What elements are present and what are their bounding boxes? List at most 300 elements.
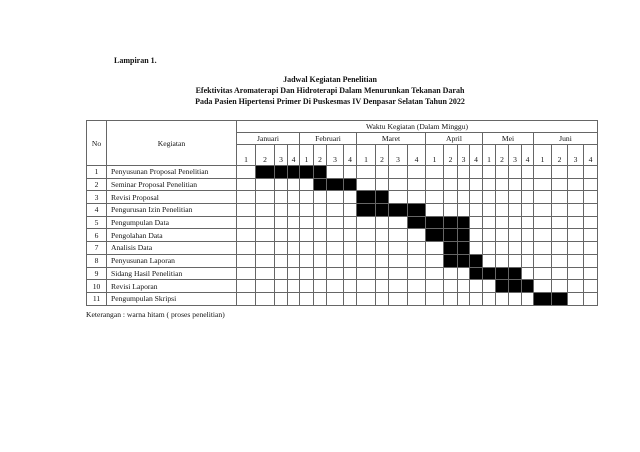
week-cell — [327, 280, 344, 293]
week-cell-active — [470, 267, 483, 280]
week-cell-active — [509, 280, 522, 293]
week-cell — [256, 204, 275, 217]
week-cell — [522, 191, 534, 204]
table-row — [87, 204, 598, 217]
activity-name: Pengurusan Izin Penelitian — [107, 204, 237, 217]
week-cell — [483, 216, 496, 229]
week-cell — [300, 280, 314, 293]
week-cell — [534, 229, 552, 242]
week-cell — [552, 166, 568, 179]
week-cell — [288, 178, 300, 191]
week-cell — [483, 292, 496, 305]
week-cell-active — [344, 178, 357, 191]
week-cell — [344, 166, 357, 179]
week-cell-active — [458, 254, 470, 267]
week-cell — [509, 191, 522, 204]
week-cell — [483, 229, 496, 242]
week-header: 1 — [357, 145, 376, 166]
week-cell — [568, 292, 584, 305]
activity-name: Revisi Laporan — [107, 280, 237, 293]
week-cell — [275, 229, 288, 242]
week-cell — [584, 280, 598, 293]
week-cell — [237, 242, 256, 255]
week-cell — [256, 280, 275, 293]
week-cell — [426, 166, 444, 179]
week-header: 2 — [444, 145, 458, 166]
week-header: 4 — [288, 145, 300, 166]
week-cell — [426, 292, 444, 305]
week-cell — [408, 254, 426, 267]
week-cell — [470, 242, 483, 255]
week-header: 1 — [300, 145, 314, 166]
week-cell — [568, 204, 584, 217]
week-cell — [275, 216, 288, 229]
table-row — [87, 280, 598, 293]
week-cell — [470, 280, 483, 293]
table-row — [87, 191, 598, 204]
week-header: 4 — [470, 145, 483, 166]
month-header: Mei — [483, 133, 534, 145]
week-cell — [552, 267, 568, 280]
week-cell — [300, 178, 314, 191]
week-cell — [344, 242, 357, 255]
week-cell — [344, 280, 357, 293]
week-cell-active — [314, 178, 327, 191]
week-cell — [327, 292, 344, 305]
activity-name: Penyusunan Proposal Penelitian — [107, 166, 237, 179]
week-cell — [376, 267, 389, 280]
week-cell-active — [389, 204, 408, 217]
week-cell — [534, 254, 552, 267]
week-cell — [389, 178, 408, 191]
week-cell — [408, 292, 426, 305]
week-cell — [327, 254, 344, 267]
week-cell — [496, 242, 509, 255]
week-cell — [275, 254, 288, 267]
week-cell — [568, 280, 584, 293]
week-cell — [327, 242, 344, 255]
week-cell — [522, 292, 534, 305]
week-cell — [357, 254, 376, 267]
week-cell — [314, 292, 327, 305]
week-cell — [568, 242, 584, 255]
week-header: 3 — [458, 145, 470, 166]
activity-name: Pengolahan Data — [107, 229, 237, 242]
week-cell — [357, 242, 376, 255]
week-cell — [408, 242, 426, 255]
week-cell — [534, 280, 552, 293]
legend-note: Keterangan : warna hitam ( proses penelitian) — [86, 310, 225, 319]
week-cell — [483, 280, 496, 293]
week-cell — [314, 191, 327, 204]
row-number: 7 — [87, 242, 107, 255]
week-cell — [509, 166, 522, 179]
week-cell-active — [496, 280, 509, 293]
week-cell — [584, 216, 598, 229]
week-cell — [534, 178, 552, 191]
week-cell — [300, 216, 314, 229]
week-cell — [376, 292, 389, 305]
week-header: 2 — [552, 145, 568, 166]
week-cell — [389, 216, 408, 229]
week-header: 4 — [344, 145, 357, 166]
week-cell — [444, 191, 458, 204]
week-cell — [568, 267, 584, 280]
week-cell — [444, 280, 458, 293]
week-cell — [256, 178, 275, 191]
week-cell-active — [444, 254, 458, 267]
week-cell — [522, 204, 534, 217]
week-cell — [552, 204, 568, 217]
week-cell — [237, 204, 256, 217]
activity-name: Analisis Data — [107, 242, 237, 255]
week-cell-active — [458, 216, 470, 229]
row-number: 3 — [87, 191, 107, 204]
row-number: 4 — [87, 204, 107, 217]
week-cell — [237, 292, 256, 305]
week-cell — [496, 292, 509, 305]
week-header: 1 — [426, 145, 444, 166]
week-cell — [314, 204, 327, 217]
week-cell — [568, 191, 584, 204]
row-number: 1 — [87, 166, 107, 179]
week-cell — [237, 229, 256, 242]
week-cell-active — [444, 216, 458, 229]
month-header: Januari — [237, 133, 300, 145]
week-cell — [568, 178, 584, 191]
week-cell-active — [327, 178, 344, 191]
week-cell — [357, 216, 376, 229]
week-cell — [275, 267, 288, 280]
week-cell — [483, 166, 496, 179]
week-cell-active — [288, 166, 300, 179]
week-cell — [376, 166, 389, 179]
row-number: 10 — [87, 280, 107, 293]
week-cell — [483, 254, 496, 267]
week-cell — [408, 229, 426, 242]
week-cell — [496, 229, 509, 242]
week-cell — [275, 191, 288, 204]
week-cell — [444, 166, 458, 179]
week-cell — [568, 254, 584, 267]
week-cell-active — [483, 267, 496, 280]
week-cell — [357, 292, 376, 305]
week-cell-active — [408, 216, 426, 229]
week-cell — [426, 242, 444, 255]
month-header: Februari — [300, 133, 357, 145]
week-cell — [314, 280, 327, 293]
week-cell — [483, 242, 496, 255]
week-cell — [389, 191, 408, 204]
activity-name: Pengumpulan Skripsi — [107, 292, 237, 305]
week-cell — [256, 242, 275, 255]
week-cell — [458, 280, 470, 293]
week-cell — [389, 280, 408, 293]
week-cell — [237, 267, 256, 280]
row-number: 8 — [87, 254, 107, 267]
week-cell — [288, 229, 300, 242]
week-cell — [327, 191, 344, 204]
week-cell — [444, 267, 458, 280]
week-cell — [300, 204, 314, 217]
week-cell — [522, 242, 534, 255]
week-cell-active — [314, 166, 327, 179]
week-cell-active — [534, 292, 552, 305]
week-cell — [483, 191, 496, 204]
week-cell — [408, 166, 426, 179]
week-cell — [376, 229, 389, 242]
table-row — [87, 229, 598, 242]
week-cell-active — [256, 166, 275, 179]
week-cell — [237, 178, 256, 191]
week-cell — [256, 267, 275, 280]
week-cell — [470, 166, 483, 179]
week-cell — [344, 267, 357, 280]
week-cell — [376, 216, 389, 229]
week-cell — [496, 191, 509, 204]
week-cell — [408, 178, 426, 191]
week-cell — [444, 204, 458, 217]
week-cell — [327, 267, 344, 280]
week-cell — [509, 292, 522, 305]
week-cell — [534, 216, 552, 229]
week-cell — [275, 178, 288, 191]
week-cell — [275, 292, 288, 305]
activity-name: Seminar Proposal Penelitian — [107, 178, 237, 191]
week-cell — [344, 292, 357, 305]
week-cell — [288, 242, 300, 255]
week-cell — [357, 267, 376, 280]
week-cell — [496, 178, 509, 191]
week-cell — [509, 254, 522, 267]
week-header: 4 — [522, 145, 534, 166]
table-row — [87, 292, 598, 305]
week-cell-active — [509, 267, 522, 280]
week-cell — [483, 204, 496, 217]
week-cell-active — [376, 204, 389, 217]
week-header: 1 — [534, 145, 552, 166]
week-header: 3 — [568, 145, 584, 166]
week-cell — [237, 191, 256, 204]
week-cell — [426, 204, 444, 217]
week-header: 1 — [237, 145, 256, 166]
week-cell — [376, 280, 389, 293]
week-cell — [314, 216, 327, 229]
week-cell — [496, 254, 509, 267]
week-cell — [327, 204, 344, 217]
week-cell-active — [458, 229, 470, 242]
week-cell — [300, 191, 314, 204]
header-waktu: Waktu Kegiatan (Dalam Minggu) — [237, 121, 598, 133]
week-cell — [357, 229, 376, 242]
week-cell — [426, 178, 444, 191]
week-header: 2 — [496, 145, 509, 166]
week-cell — [509, 178, 522, 191]
week-cell — [426, 191, 444, 204]
week-cell — [470, 191, 483, 204]
week-cell — [344, 191, 357, 204]
week-cell — [288, 292, 300, 305]
week-cell — [426, 267, 444, 280]
week-cell — [552, 280, 568, 293]
week-cell — [300, 242, 314, 255]
week-cell-active — [357, 191, 376, 204]
week-cell — [534, 166, 552, 179]
week-cell-active — [376, 191, 389, 204]
week-cell — [470, 216, 483, 229]
activity-name: Penyusunan Laporan — [107, 254, 237, 267]
week-cell — [496, 166, 509, 179]
week-cell — [458, 292, 470, 305]
week-cell-active — [522, 280, 534, 293]
week-header: 4 — [408, 145, 426, 166]
week-cell — [275, 242, 288, 255]
week-cell — [458, 204, 470, 217]
week-cell-active — [357, 204, 376, 217]
document-subtitle-line2: Pada Pasien Hipertensi Primer Di Puskesmas IV Denpasar Selatan Tahun 2022 — [195, 97, 465, 106]
week-cell — [584, 229, 598, 242]
week-cell — [357, 178, 376, 191]
document-title: Jadwal Kegiatan Penelitian — [283, 75, 377, 84]
week-cell — [509, 242, 522, 255]
week-header: 3 — [389, 145, 408, 166]
attachment-label: Lampiran 1. — [114, 56, 157, 65]
week-cell — [314, 254, 327, 267]
week-header: 3 — [327, 145, 344, 166]
week-cell — [408, 191, 426, 204]
week-cell-active — [426, 216, 444, 229]
week-cell — [522, 166, 534, 179]
week-cell — [584, 254, 598, 267]
week-cell — [300, 229, 314, 242]
week-cell — [552, 191, 568, 204]
table-row — [87, 216, 598, 229]
week-header: 3 — [509, 145, 522, 166]
week-cell — [522, 216, 534, 229]
week-cell — [552, 254, 568, 267]
week-header: 2 — [256, 145, 275, 166]
week-cell — [584, 292, 598, 305]
week-cell — [256, 292, 275, 305]
week-cell-active — [444, 229, 458, 242]
week-cell — [534, 242, 552, 255]
week-cell — [496, 216, 509, 229]
row-number: 9 — [87, 267, 107, 280]
week-cell-active — [496, 267, 509, 280]
week-cell — [509, 216, 522, 229]
document-subtitle-line1: Efektivitas Aromaterapi Dan Hidroterapi Dalam Menurunkan Tekanan Darah — [195, 86, 465, 95]
week-cell — [288, 216, 300, 229]
week-cell — [458, 191, 470, 204]
week-cell — [275, 204, 288, 217]
week-cell — [300, 292, 314, 305]
week-cell — [389, 242, 408, 255]
week-cell — [357, 166, 376, 179]
week-cell — [389, 166, 408, 179]
week-cell — [552, 229, 568, 242]
week-cell — [389, 254, 408, 267]
week-cell — [458, 166, 470, 179]
week-cell — [509, 229, 522, 242]
week-cell — [568, 229, 584, 242]
week-cell-active — [408, 204, 426, 217]
week-cell — [584, 267, 598, 280]
week-cell — [288, 280, 300, 293]
week-cell — [483, 178, 496, 191]
week-cell — [522, 178, 534, 191]
week-cell — [314, 242, 327, 255]
week-cell — [458, 178, 470, 191]
schedule-table — [86, 120, 598, 306]
week-header: 2 — [314, 145, 327, 166]
week-cell — [470, 292, 483, 305]
row-number: 5 — [87, 216, 107, 229]
row-number: 11 — [87, 292, 107, 305]
week-cell — [288, 191, 300, 204]
activity-name: Pengumpulan Data — [107, 216, 237, 229]
week-header: 4 — [584, 145, 598, 166]
week-cell — [584, 191, 598, 204]
week-cell — [237, 216, 256, 229]
week-cell — [237, 280, 256, 293]
week-cell — [408, 267, 426, 280]
week-header: 2 — [376, 145, 389, 166]
week-cell — [376, 242, 389, 255]
row-number: 6 — [87, 229, 107, 242]
week-cell — [344, 229, 357, 242]
week-cell — [408, 280, 426, 293]
week-cell — [568, 216, 584, 229]
week-cell — [534, 191, 552, 204]
week-cell — [389, 229, 408, 242]
month-header: Juni — [534, 133, 598, 145]
week-cell — [256, 229, 275, 242]
week-cell — [552, 216, 568, 229]
week-cell — [522, 254, 534, 267]
week-cell — [444, 292, 458, 305]
week-cell — [288, 267, 300, 280]
week-cell — [426, 254, 444, 267]
week-cell — [552, 178, 568, 191]
week-cell — [584, 178, 598, 191]
week-cell — [522, 229, 534, 242]
week-cell-active — [444, 242, 458, 255]
week-cell — [256, 191, 275, 204]
week-cell — [522, 267, 534, 280]
week-cell — [584, 166, 598, 179]
month-header: April — [426, 133, 483, 145]
week-cell — [357, 280, 376, 293]
activity-name: Sidang Hasil Penelitian — [107, 267, 237, 280]
week-cell — [584, 204, 598, 217]
week-cell-active — [300, 166, 314, 179]
week-cell — [237, 254, 256, 267]
table-row — [87, 166, 598, 179]
week-cell — [552, 242, 568, 255]
week-cell — [275, 280, 288, 293]
week-cell — [300, 267, 314, 280]
week-cell — [256, 254, 275, 267]
week-cell — [389, 267, 408, 280]
week-cell — [327, 229, 344, 242]
week-cell — [509, 204, 522, 217]
month-header: Maret — [357, 133, 426, 145]
header-no: No — [87, 121, 107, 166]
week-cell — [344, 216, 357, 229]
week-cell-active — [458, 242, 470, 255]
week-cell — [237, 166, 256, 179]
week-cell-active — [470, 254, 483, 267]
